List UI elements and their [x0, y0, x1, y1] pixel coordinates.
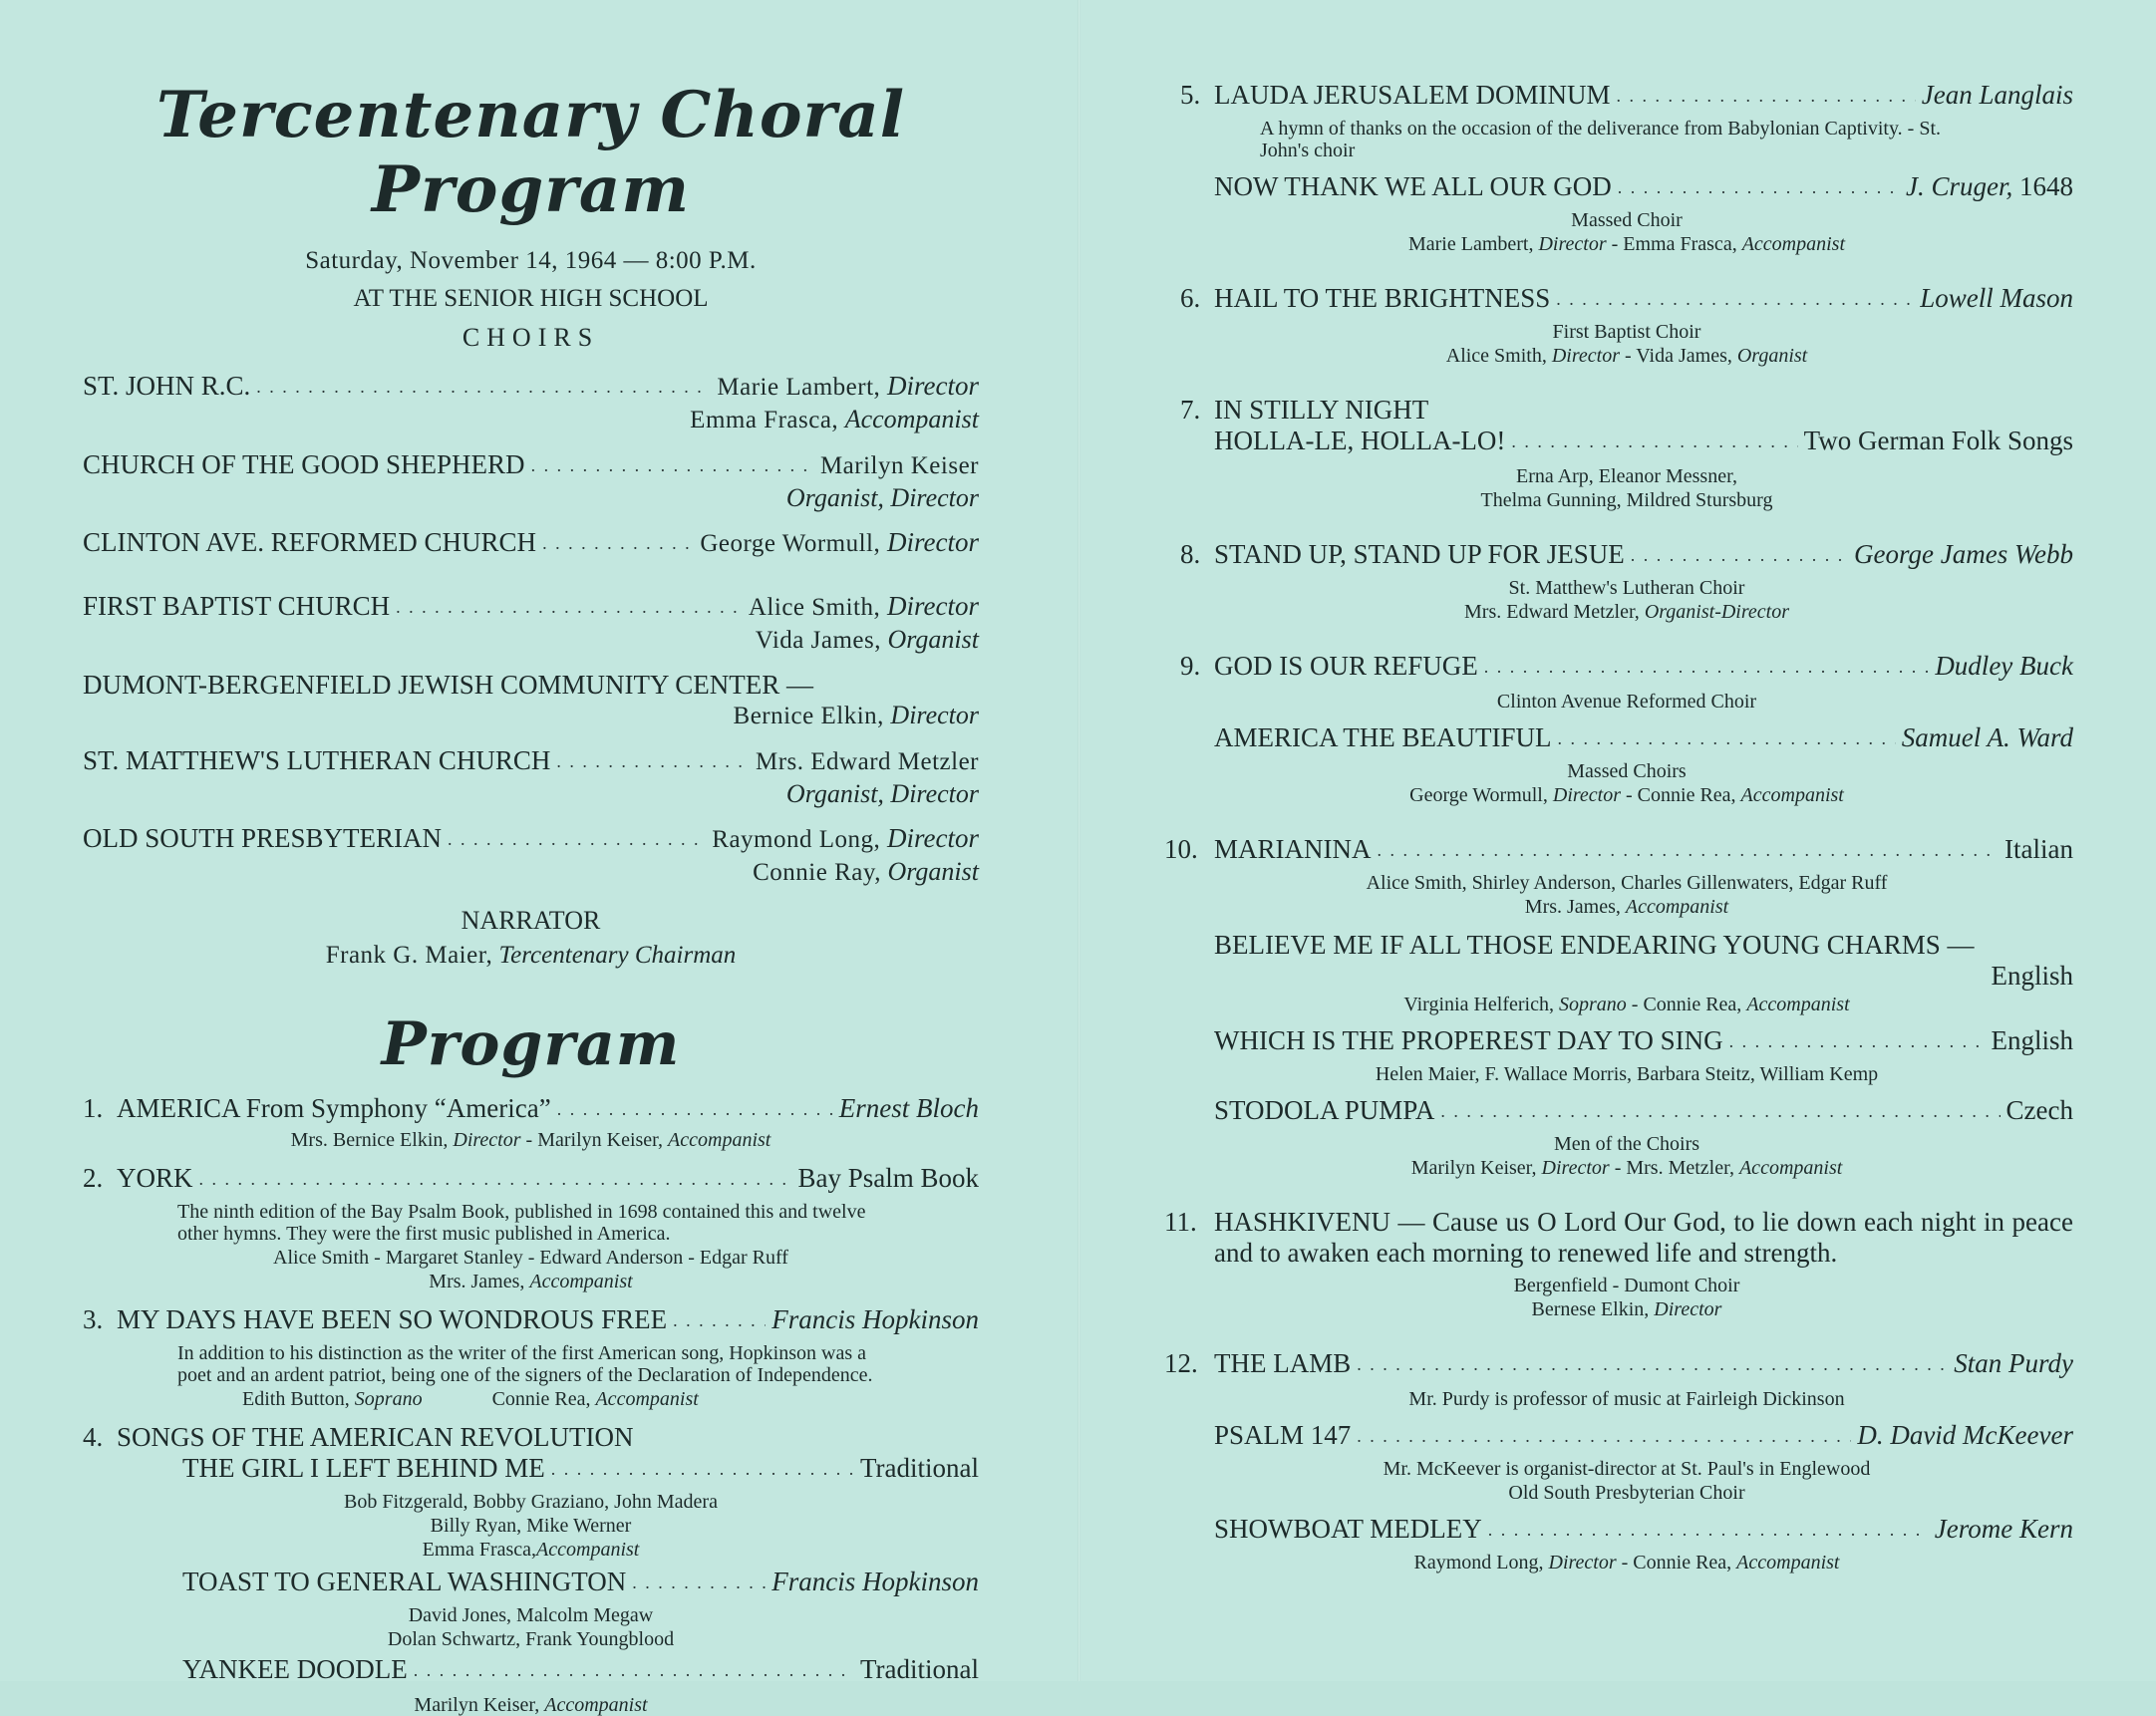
- item-title: GOD IS OUR REFUGE: [1214, 651, 1478, 681]
- note-role: Accompanist: [1740, 784, 1844, 806]
- item-number: 2.: [83, 1163, 104, 1193]
- choir-old-south: [83, 823, 979, 888]
- note-text: - Marilyn Keiser,: [525, 1129, 664, 1151]
- performers: Old South Presbyterian Choir: [1508, 1482, 1745, 1504]
- program-item-9: [1180, 651, 2073, 806]
- choir-director: Marilyn Keiser: [819, 452, 979, 479]
- performers: Massed Choirs: [1567, 760, 1687, 782]
- item-title: AMERICA From Symphony “America”: [117, 1093, 551, 1123]
- program-heading: Program: [381, 1009, 681, 1079]
- note-role: Soprano: [1558, 994, 1627, 1015]
- program-title: Tercentenary Choral Program: [155, 78, 906, 227]
- note-text: Mrs. James,: [1524, 896, 1621, 918]
- item-composer: Ernest Bloch: [838, 1093, 979, 1123]
- choir-role: Director: [887, 371, 979, 401]
- performers: Bob Fitzgerald, Bobby Graziano, John Madera: [344, 1491, 718, 1513]
- item-composer: Stan Purdy: [1954, 1348, 2073, 1378]
- performers: Billy Ryan, Mike Werner: [430, 1515, 632, 1537]
- note-text: Edith Button,: [242, 1388, 350, 1410]
- note-text: - Connie Rea,: [1631, 994, 1742, 1015]
- choirs-heading: CHOIRS: [462, 323, 600, 352]
- note-role: Accompanist: [536, 1539, 640, 1561]
- note-text: Mrs. Bernice Elkin,: [290, 1129, 449, 1151]
- item-composer: Two German Folk Songs: [1803, 426, 2073, 455]
- item-title: MY DAYS HAVE BEEN SO WONDROUS FREE: [117, 1304, 668, 1334]
- narrator-line: [83, 942, 979, 970]
- choir-organist: Connie Ray,: [753, 859, 881, 886]
- note-role: Accompanist: [1738, 1157, 1843, 1179]
- item-composer: Lowell Mason: [1920, 283, 2073, 313]
- performers: Massed Choir: [1571, 209, 1683, 231]
- note-text: George Wormull,: [1409, 784, 1548, 806]
- item-number: 4.: [83, 1422, 104, 1452]
- choir-name: ST. MATTHEW'S LUTHERAN CHURCH: [83, 745, 551, 775]
- sub-title: THE GIRL I LEFT BEHIND ME: [182, 1453, 545, 1483]
- choir-role: Director: [887, 591, 979, 621]
- sub-composer: Samuel A. Ward: [1901, 722, 2073, 752]
- performers: Bergenfield - Dumont Choir: [1513, 1275, 1740, 1296]
- note-role: Soprano: [354, 1388, 423, 1410]
- choir-sub-role: Organist, Director: [785, 483, 979, 512]
- narrator-role: Tercentenary Chairman: [498, 942, 737, 969]
- choir-clinton-ave: [83, 527, 979, 561]
- choir-sub-role: Organist: [887, 625, 979, 654]
- item-title: MARIANINA: [1214, 834, 1372, 864]
- item-number: 1.: [83, 1093, 104, 1123]
- choir-sub-role: Organist, Director: [785, 779, 979, 808]
- item-number: 10.: [1164, 834, 1198, 864]
- item-title: YORK: [117, 1163, 193, 1193]
- item-title: SONGS OF THE AMERICAN REVOLUTION: [117, 1422, 634, 1452]
- item-description: The ninth edition of the Bay Psalm Book, published in 1698 contained this and twelve other hymns. They were the first music published in America.: [177, 1201, 866, 1245]
- choir-sub-role: Director: [890, 701, 979, 729]
- note-role: Director: [453, 1129, 521, 1151]
- performers: Erna Arp, Eleanor Messner,: [1516, 465, 1737, 487]
- item-number: 12.: [1164, 1348, 1198, 1378]
- note-role: Director: [1654, 1298, 1722, 1320]
- choir-jewish-center: [83, 670, 979, 731]
- program-item-3: [83, 1304, 979, 1410]
- choir-name: CLINTON AVE. REFORMED CHURCH: [83, 527, 537, 557]
- note-text: Marilyn Keiser,: [1410, 1157, 1537, 1179]
- item-composer: Jean Langlais: [1921, 80, 2073, 110]
- choir-accompanist: Emma Frasca,: [690, 407, 839, 433]
- item-number: 8.: [1180, 539, 1201, 569]
- choir-first-baptist: [83, 591, 979, 656]
- item-title: STAND UP, STAND UP FOR JESUE: [1214, 539, 1625, 569]
- sub-composer: Czech: [2005, 1095, 2073, 1125]
- note-text: Alice Smith,: [1445, 345, 1547, 367]
- choir-role: Director: [887, 527, 979, 557]
- program-item-6: [1180, 283, 2073, 367]
- choir-role: Director: [887, 823, 979, 853]
- note-text: - Vida James,: [1625, 345, 1732, 367]
- performers: Mr. McKeever is organist-director at St. Paul's in Englewood: [1383, 1458, 1871, 1480]
- choir-director: Raymond Long,: [712, 826, 881, 853]
- note-role: Accompanist: [1625, 896, 1729, 918]
- date-line: Saturday, November 14, 1964 — 8:00 P.M.: [305, 247, 757, 274]
- item-number: 7.: [1180, 395, 1201, 425]
- choir-director: George Wormull,: [700, 530, 881, 557]
- sub-title: SHOWBOAT MEDLEY: [1214, 1514, 1482, 1544]
- item-title: LAUDA JERUSALEM DOMINUM: [1214, 80, 1611, 110]
- sub-title: WHICH IS THE PROPEREST DAY TO SING: [1214, 1025, 1723, 1055]
- performers: Clinton Avenue Reformed Choir: [1496, 691, 1757, 713]
- performers: Dolan Schwartz, Frank Youngblood: [387, 1628, 675, 1650]
- choir-name: CHURCH OF THE GOOD SHEPHERD: [83, 449, 525, 479]
- note-role: Accompanist: [595, 1388, 699, 1410]
- note-role: Director: [1552, 784, 1622, 806]
- note-text: - Connie Rea,: [1626, 784, 1736, 806]
- item-number: 5.: [1180, 80, 1201, 110]
- item-title: HAIL TO THE BRIGHTNESS: [1214, 283, 1551, 313]
- performers: David Jones, Malcolm Megaw: [408, 1604, 654, 1626]
- note-role: Accompanist: [544, 1694, 648, 1716]
- sub-composer: Traditional: [859, 1453, 979, 1483]
- item-description: A hymn of thanks on the occasion of the deliverance from Babylonian Captivity. - St. John's choir: [1260, 118, 1941, 161]
- venue-line: AT THE SENIOR HIGH SCHOOL: [353, 285, 709, 312]
- performers: First Baptist Choir: [1552, 321, 1701, 343]
- item-text: HASHKIVENU — Cause us O Lord Our God, to lie down each night in peace and to awaken each morning to renewed life and strength.: [1214, 1207, 2073, 1268]
- item-description: In addition to his distinction as the writer of the first American song, Hopkinson was a poet and an ardent patriot, being one of the signers of the Declaration of Independence.: [177, 1342, 873, 1386]
- choir-name: ST. JOHN R.C.: [83, 371, 251, 401]
- performers: Men of the Choirs: [1553, 1133, 1700, 1155]
- note-role: Director: [1548, 1552, 1617, 1573]
- item-composer: Bay Psalm Book: [797, 1163, 979, 1193]
- sub-composer: D. David McKeever: [1857, 1420, 2073, 1450]
- choir-director: Bernice Elkin,: [733, 703, 884, 729]
- choir-sub-role: Organist: [887, 857, 979, 886]
- note-text: - Mrs. Metzler,: [1614, 1157, 1734, 1179]
- program-item-1: [83, 1093, 979, 1151]
- choir-st-matthews: [83, 745, 979, 809]
- sub-title: TOAST TO GENERAL WASHINGTON: [182, 1567, 627, 1596]
- program-item-7: [1180, 395, 2073, 511]
- narrator-heading: NARRATOR: [461, 906, 601, 935]
- choir-name: DUMONT-BERGENFIELD JEWISH COMMUNITY CENTER —: [83, 670, 813, 700]
- program-item-4: [83, 1422, 979, 1716]
- note-text: Emma Frasca,: [422, 1539, 537, 1561]
- choir-director: Marie Lambert,: [717, 374, 881, 401]
- item-composer: Dudley Buck: [1935, 651, 2073, 681]
- choir-director: Alice Smith,: [748, 594, 881, 621]
- sub-year: 1648: [2019, 171, 2073, 201]
- sub-composer: J. Cruger,: [1906, 171, 2013, 201]
- sub-title: NOW THANK WE ALL OUR GOD: [1214, 171, 1612, 201]
- note-role: Accompanist: [1741, 233, 1846, 255]
- sub-composer: Francis Hopkinson: [771, 1567, 979, 1596]
- sub-title: BELIEVE ME IF ALL THOSE ENDEARING YOUNG CHARMS —: [1214, 930, 1975, 960]
- item-title-2: HOLLA-LE, HOLLA-LO!: [1214, 426, 1506, 455]
- item-number: 6.: [1180, 283, 1201, 313]
- note-role: Organist: [1736, 345, 1808, 367]
- performers: Helen Maier, F. Wallace Morris, Barbara Steitz, William Kemp: [1375, 1063, 1879, 1085]
- sub-composer: Traditional: [859, 1654, 979, 1684]
- sub-composer: English: [1991, 1025, 2073, 1055]
- program-item-12: [1164, 1348, 2073, 1573]
- sub-title: STODOLA PUMPA: [1214, 1095, 1435, 1125]
- note-text: - Connie Rea,: [1621, 1552, 1732, 1573]
- choir-name: FIRST BAPTIST CHURCH: [83, 591, 391, 621]
- choir-organist: Vida James,: [755, 627, 881, 654]
- program-item-2: [83, 1163, 979, 1292]
- item-composer: George James Webb: [1854, 539, 2073, 569]
- item-composer: Francis Hopkinson: [771, 1304, 979, 1334]
- item-number: 3.: [83, 1304, 104, 1334]
- narrator-name: Frank G. Maier,: [325, 942, 493, 969]
- choir-good-shepherd: [83, 449, 979, 513]
- note-role: Director: [1541, 1157, 1610, 1179]
- right-panel: [1080, 0, 2156, 1681]
- performers: Alice Smith - Margaret Stanley - Edward Anderson - Edgar Ruff: [273, 1247, 788, 1269]
- item-composer: Italian: [2004, 834, 2073, 864]
- note-text: Marilyn Keiser,: [414, 1694, 540, 1716]
- note-role: Accompanist: [668, 1129, 771, 1151]
- note-role: Accompanist: [1746, 994, 1850, 1015]
- choir-name: OLD SOUTH PRESBYTERIAN: [83, 823, 443, 853]
- note-text: Connie Rea,: [491, 1388, 591, 1410]
- performers: St. Matthew's Lutheran Choir: [1508, 577, 1745, 599]
- sub-title: AMERICA THE BEAUTIFUL: [1214, 722, 1552, 752]
- sub-composer: Jerome Kern: [1934, 1514, 2073, 1544]
- note-role: Accompanist: [1736, 1552, 1840, 1573]
- sub-composer: English: [1991, 961, 2073, 991]
- program-item-8: [1180, 539, 2073, 623]
- note-text: Mrs. Edward Metzler,: [1464, 601, 1640, 623]
- note-text: Marie Lambert,: [1407, 233, 1534, 255]
- choir-sub-role: Accompanist: [844, 405, 979, 433]
- performers: Alice Smith, Shirley Anderson, Charles Gillenwaters, Edgar Ruff: [1366, 872, 1888, 894]
- note-text: Mrs. James,: [429, 1271, 525, 1292]
- note-role: Organist-Director: [1644, 601, 1789, 623]
- note-role: Accompanist: [529, 1271, 633, 1292]
- program-item-5: [1180, 80, 2073, 255]
- item-number: 9.: [1180, 651, 1201, 681]
- performers: Thelma Gunning, Mildred Stursburg: [1480, 489, 1773, 511]
- program-item-11: [1164, 1207, 2073, 1320]
- item-title: IN STILLY NIGHT: [1214, 395, 1429, 425]
- sub-title: YANKEE DOODLE: [182, 1654, 408, 1684]
- note-text: Virginia Helferich,: [1403, 994, 1554, 1015]
- choir-st-john: [83, 371, 979, 435]
- item-title: THE LAMB: [1214, 1348, 1352, 1378]
- note-text: Raymond Long,: [1413, 1552, 1544, 1573]
- note-text: Bernese Elkin,: [1531, 1298, 1650, 1320]
- note-role: Director: [1538, 233, 1607, 255]
- sub-title: PSALM 147: [1214, 1420, 1352, 1450]
- performers: Mr. Purdy is professor of music at Fairleigh Dickinson: [1408, 1388, 1845, 1410]
- note-role: Director: [1551, 345, 1620, 367]
- note-text: - Emma Frasca,: [1611, 233, 1737, 255]
- choir-director: Mrs. Edward Metzler: [755, 748, 979, 775]
- item-number: 11.: [1164, 1207, 1197, 1237]
- program-item-10: [1164, 834, 2073, 1179]
